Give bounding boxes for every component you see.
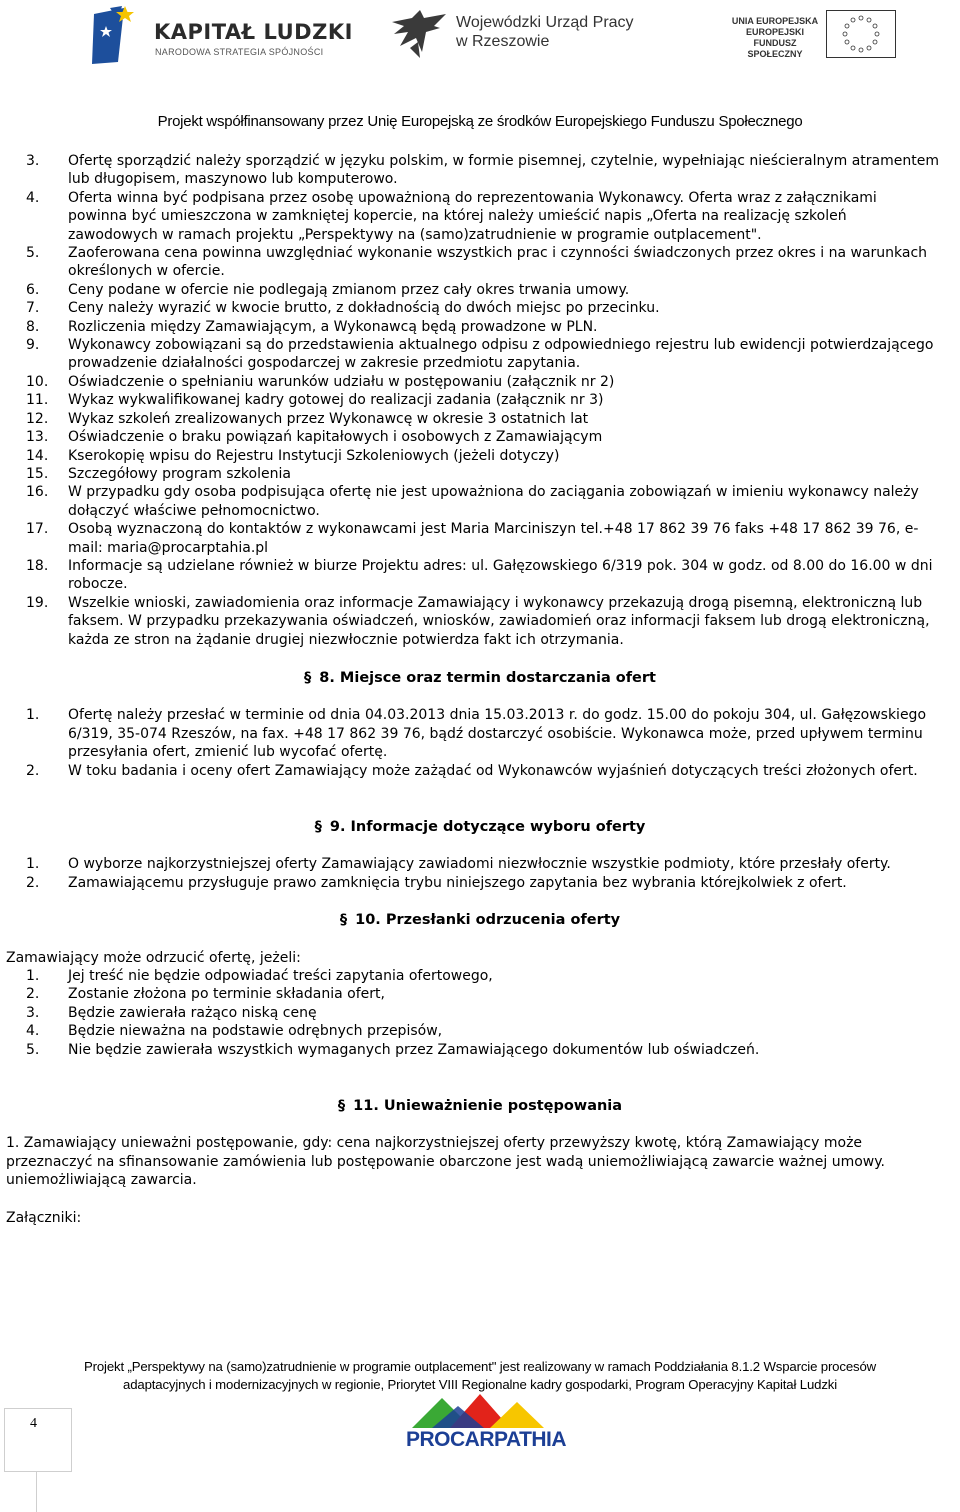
list-item-text: O wyborze najkorzystniejszej oferty Zamawiający zawiadomi niezwłocznie wszystkie podmioty, które przesłały oferty. <box>68 856 891 873</box>
wup-line-2: w Rzeszowie <box>456 33 550 50</box>
list-item-number: 9. <box>26 337 40 354</box>
list-item-text: Rozliczenia między Zamawiającym, a Wykonawcą będą prowadzone w PLN. <box>68 318 598 335</box>
list-item-text: Zostanie złożona po terminie składania ofert, <box>68 986 385 1003</box>
procarpathia-pro: PRO <box>406 1428 451 1451</box>
list-item-number: 3. <box>26 153 40 169</box>
section-9-list <box>0 855 960 892</box>
section-10-heading <box>0 911 960 929</box>
eu-line-1: UNIA EUROPEJSKA <box>731 16 819 26</box>
list-item-text: Wykonawcy zobowiązani są do przedstawienia aktualnego odpisu z odpowiedniego rejestru lub ewidencji potwierdzającego prowadzenie działalności gospodarczej w zakresie przedmiotu zapytania. <box>68 337 934 372</box>
list-item-number: 1. <box>26 707 40 724</box>
wup-name <box>456 13 634 51</box>
section-8-list <box>0 706 960 780</box>
list-item-number: 19. <box>26 594 49 611</box>
list-item-number: 12. <box>26 410 49 427</box>
list-item-text: Ceny należy wyrazić w kwocie brutto, z dokładnością do dwóch miejsc po przecinku. <box>68 300 660 317</box>
page-number: 4 <box>30 1416 37 1431</box>
list-item <box>0 410 960 428</box>
list-item-number: 10. <box>26 373 49 390</box>
section-10-intro: Zamawiający może odrzucić ofertę, jeżeli: <box>6 949 301 966</box>
list-item-number: 7. <box>26 300 40 317</box>
list-item-text: W przypadku gdy osoba podpisująca ofertę nie jest upoważniona do zaciągania zobowiązań w imieniu wykonawcy należy dołączyć właściwe pełnomocnictwo. <box>68 484 919 519</box>
list-item <box>0 706 960 761</box>
list-item-number: 11. <box>26 392 49 409</box>
list-item <box>0 594 960 649</box>
list-item <box>0 336 960 373</box>
list-item-text: Oferta winna być podpisana przez osobę upoważnioną do reprezentowania Wykonawcy. Oferta wraz z załącznikami powinna być umieszczona w zamkniętej kopercie, na której należy umieścić napis „Oferta na realizację szkoleń zawodowych w ramach projektu „Perspektywy na (samo)zatrudnienie w programie outplacement". <box>68 189 877 243</box>
list-item-number: 2. <box>26 986 40 1003</box>
eu-line-3: FUNDUSZ SPOŁECZNY <box>747 38 803 59</box>
list-item <box>0 483 960 520</box>
list-item-number: 5. <box>26 245 40 262</box>
kapital-ludzki-emblem-icon <box>88 4 148 66</box>
eu-line-2: EUROPEJSKI <box>745 27 805 37</box>
list-item-text: Wykaz wykwalifikowanej kadry gotowej do realizacji zadania (załącznik nr 3) <box>68 392 604 409</box>
cofinancing-statement: Projekt współfinansowany przez Unię Europejską ze środków Europejskiego Funduszu Społecznego <box>157 113 803 130</box>
list-item <box>0 520 960 557</box>
eagle-emblem-icon <box>390 8 450 60</box>
eu-text <box>726 16 824 60</box>
list-item-text: Oświadczenie o braku powiązań kapitałowych i osobowych z Zamawiającym <box>68 429 603 446</box>
footer-line-1: Projekt „Perspektywy na (samo)zatrudnienie w programie outplacement" jest realizowany w ramach Poddziałania 8.1.2 Wsparcie procesów <box>83 1359 877 1374</box>
attachments-label: Załączniki: <box>6 1209 82 1226</box>
document-body <box>0 152 960 1227</box>
wup-logo <box>390 6 670 66</box>
list-item <box>0 1004 960 1022</box>
list-item-text: Będzie zawierała rażąco niską cenę <box>68 1004 317 1021</box>
list-item <box>0 967 960 985</box>
list-item-text: Ofertę należy przesłać w terminie od dnia 04.03.2013 dnia 15.03.2013 r. do godz. 15.00 do pokoju 304, ul. Gałęzowskiego 6/319, 35-074 Rzeszów, na fax. +48 17 862 39 76, bądź dostarczyć osobiście. Wykonawca może, przed upływem terminu przesyłania ofert, zmienić lub wycofać ofertę. <box>68 707 927 761</box>
list-item-text: Kserokopię wpisu do Rejestru Instytucji Szkoleniowych (jeżeli dotyczy) <box>68 447 560 464</box>
paragraph-sign-icon: § <box>337 1098 346 1115</box>
list-item-number: 17. <box>26 521 49 538</box>
footer-project-info <box>0 1358 960 1394</box>
list-item-number: 2. <box>26 762 40 779</box>
divider <box>36 1472 37 1512</box>
section-8-title: 8. Miejsce oraz termin dostarczania ofert <box>319 669 656 686</box>
list-item-number: 4. <box>26 189 40 206</box>
kl-subtitle: NARODOWA STRATEGIA SPÓJNOŚCI <box>155 47 324 57</box>
list-item-number: 18. <box>26 557 49 574</box>
list-item-text: Zaoferowana cena powinna uwzględniać wykonanie wszystkich prac i czynności świadczonych przez okres i na warunkach określonych w ofercie. <box>68 245 928 280</box>
section-8-heading <box>0 669 960 687</box>
list-item-number: 16. <box>26 484 49 501</box>
list-item-text: Oświadczenie o spełnianiu warunków udziału w postępowaniu (załącznik nr 2) <box>68 373 615 390</box>
section-9-heading <box>0 818 960 836</box>
procarpathia-wordmark <box>406 1428 566 1452</box>
list-item-number: 15. <box>26 465 49 482</box>
procarpathia-logo <box>402 1392 567 1452</box>
list-item <box>0 874 960 892</box>
list-item-number: 14. <box>26 447 49 464</box>
list-item <box>0 318 960 336</box>
list-item <box>0 1022 960 1040</box>
list-item-number: 1. <box>26 856 40 873</box>
procarpathia-triangles-icon <box>402 1392 562 1430</box>
list-item-number: 2. <box>26 874 40 891</box>
list-item-text: Wykaz szkoleń zrealizowanych przez Wykonawcę w okresie 3 ostatnich lat <box>68 410 589 427</box>
page-header <box>0 0 960 140</box>
list-item <box>0 281 960 299</box>
list-item-text: Nie będzie zawierała wszystkich wymaganych przez Zamawiającego dokumentów lub oświadczeń. <box>68 1041 760 1058</box>
list-item-text: Ceny podane w ofercie nie podlegają zmianom przez cały okres trwania umowy. <box>68 281 630 298</box>
list-item-text: Jej treść nie będzie odpowiadać treści zapytania ofertowego, <box>68 968 493 985</box>
list-item-number: 1. <box>26 968 40 985</box>
list-item-number: 6. <box>26 281 40 298</box>
paragraph-sign-icon: § <box>304 669 312 686</box>
list-item <box>0 1041 960 1059</box>
list-item-text: Zamawiającemu przysługuje prawo zamknięcia trybu niniejszego zapytania bez wybrania którejkolwiek z ofert. <box>68 874 847 891</box>
kapital-ludzki-logo <box>88 2 353 68</box>
page-number-box <box>4 1408 72 1472</box>
list-item-text: Wszelkie wnioski, zawiadomienia oraz informacje Zamawiający i wykonawcy przekazują drogą pisemną, elektroniczną lub faksem. W przypadku przekazywania oświadczeń, wniosków, zawiadomień oraz informacji faksem lub drogą elektroniczną, każda ze stron na żądanie drugiej niezwłocznie potwierdza fakt ich otrzymania. <box>68 594 930 648</box>
footer-line-2: adaptacyjnych i modernizacyjnych w regionie, Priorytet VIII Regionalne kadry gospodarki, Program Operacyjny Kapitał Ludzki <box>123 1377 837 1392</box>
list-item-number: 13. <box>26 429 49 446</box>
section-11-paragraph: 1. Zamawiający unieważni postępowanie, gdy: cena najkorzystniejszej oferty przewyższy kwotę, którą Zamawiający może przeznaczyć na sfinansowanie zamówienia lub postępowanie obarczone jest wadą uniemożliwiającą zawarcie ważnej umowy. uniemożliwiającą zawarcia. <box>6 1135 885 1189</box>
list-item <box>0 428 960 446</box>
list-item-number: 3. <box>26 1004 40 1021</box>
list-item <box>0 299 960 317</box>
list-item <box>0 373 960 391</box>
list-item-text: W toku badania i oceny ofert Zamawiający może zażądać od Wykonawców wyjaśnień dotyczących treści złożonych ofert. <box>68 762 918 779</box>
list-item <box>0 244 960 281</box>
section-9-title: 9. Informacje dotyczące wyboru oferty <box>329 819 646 835</box>
wup-line-1: Wojewódzki Urząd Pracy <box>456 14 634 31</box>
list-item <box>0 447 960 465</box>
list-item-text: Informacje są udzielane również w biurze Projektu adres: ul. Gałęzowskiego 6/319 pok. 304 w godz. od 8.00 do 16.00 w dni robocze. <box>68 557 933 593</box>
eu-logo <box>726 10 896 66</box>
kl-title: KAPITAŁ LUDZKI <box>154 20 353 44</box>
list-item-text: Ofertę sporządzić należy sporządzić w języku polskim, w formie pisemnej, czytelnie, wypełniając nieścieralnym atramentem lub długopisem, maszynowo lub komputerowo. <box>68 153 939 188</box>
procarpathia-carpathia: CARPATHIA <box>450 1428 567 1451</box>
list-item <box>0 855 960 873</box>
eu-flag-icon <box>826 10 896 58</box>
section-10-list <box>0 967 960 1059</box>
list-item-number: 8. <box>26 318 40 335</box>
section-10-title: 10. Przesłanki odrzucenia oferty <box>355 912 621 929</box>
list-item-number: 4. <box>26 1023 40 1040</box>
list-item-text: Szczegółowy program szkolenia <box>68 465 291 482</box>
list-item-text: Będzie nieważna na podstawie odrębnych przepisów, <box>68 1023 443 1040</box>
list-item <box>0 557 960 594</box>
list-item <box>0 465 960 483</box>
section-11-heading <box>0 1097 960 1115</box>
list-item <box>0 152 960 189</box>
paragraph-sign-icon: § <box>339 912 348 929</box>
requirements-list <box>0 152 960 649</box>
section-11-title: 11. Unieważnienie postępowania <box>353 1098 623 1115</box>
list-item-text: Osobą wyznaczoną do kontaktów z wykonawcami jest Maria Marciniszyn tel.+48 17 862 39 76 faks +48 17 862 39 76, e-mail: maria@procarptahia.pl <box>68 521 919 556</box>
paragraph-sign-icon: § <box>314 819 322 835</box>
list-item <box>0 762 960 780</box>
list-item-number: 5. <box>26 1041 40 1058</box>
list-item <box>0 189 960 244</box>
list-item <box>0 391 960 409</box>
list-item <box>0 985 960 1003</box>
